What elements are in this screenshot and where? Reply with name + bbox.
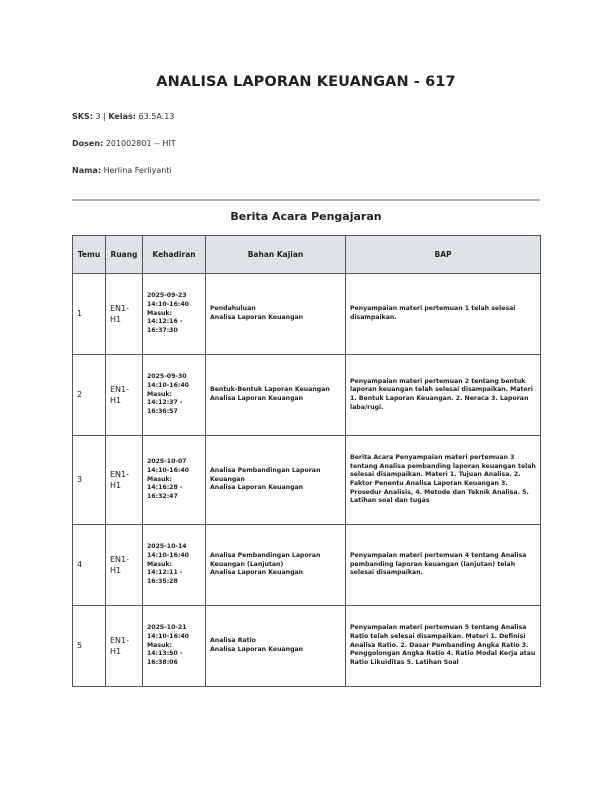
cell-temu: 3 [73, 436, 106, 525]
kehadiran-time: 14:10-16:40 [147, 466, 189, 474]
kehadiran-date: 2025-09-23 [147, 292, 187, 300]
kehadiran-label: Masuk: [147, 641, 173, 649]
sks-value: 3 [95, 112, 101, 121]
kehadiran-in: 14:12:11 - [147, 569, 183, 577]
cell-bap: Penyampaian materi pertemuan 4 tentang Analisa pembanding laporan keuangan (lanjutan) telah selesai disampaikan. [346, 525, 541, 606]
sks-label: SKS: [72, 112, 93, 121]
cell-ruang: EN1-H1 [106, 355, 143, 436]
cell-temu: 2 [73, 355, 106, 436]
bahan-line: Keuangan [210, 475, 245, 483]
kehadiran-out: 16:35:28 [147, 578, 178, 585]
table-row [73, 355, 541, 436]
kehadiran-time: 14:10-16:40 [147, 632, 189, 640]
section-title: Berita Acara Pengajaran [230, 210, 382, 223]
kehadiran-out: 16:37:30 [147, 327, 178, 334]
kehadiran-out: 16:32:47 [147, 493, 178, 500]
table-row [73, 525, 541, 606]
cell-temu: 4 [73, 525, 106, 606]
cell-kehadiran [143, 525, 206, 606]
table-row [73, 606, 541, 687]
bahan-line: Analisa Ratio [210, 637, 256, 645]
kehadiran-date: 2025-10-14 [147, 543, 187, 551]
bahan-line: Keuangan (Lanjutan) [210, 560, 284, 568]
bahan-line: Analisa Laporan Keuangan [210, 484, 304, 492]
bahan-line: Bentuk-Bentuk Laporan Keuangan [210, 386, 330, 394]
bap-table [72, 235, 541, 687]
cell-bahan-kajian [206, 355, 346, 436]
header-bahan-kajian: Bahan Kajian [206, 236, 346, 274]
cell-temu: 1 [73, 274, 106, 355]
bahan-line: Analisa Pembandingan Laporan [210, 551, 321, 559]
bahan-line: Analisa Laporan Keuangan [210, 314, 304, 321]
kehadiran-label: Masuk: [147, 309, 173, 317]
divider [72, 199, 540, 201]
kehadiran-date: 2025-10-07 [147, 458, 187, 466]
kehadiran-out: 16:38:06 [147, 659, 178, 666]
header-bap: BAP [346, 236, 541, 274]
kehadiran-time: 14:10-16:40 [147, 381, 189, 389]
cell-bahan-kajian [206, 525, 346, 606]
cell-bahan-kajian [206, 274, 346, 355]
kehadiran-time: 14:10-16:40 [147, 551, 189, 559]
cell-kehadiran [143, 606, 206, 687]
bahan-line: Analisa Pembandingan Laporan [210, 466, 321, 474]
kehadiran-label: Masuk: [147, 560, 173, 568]
cell-ruang: EN1-H1 [106, 606, 143, 687]
table-row [73, 436, 541, 525]
bahan-line: Analisa Laporan Keuangan [210, 569, 304, 577]
cell-bahan-kajian [206, 606, 346, 687]
kelas-value: 63.5A.13 [138, 112, 175, 121]
cell-ruang: EN1-H1 [106, 436, 143, 525]
cell-kehadiran [143, 436, 206, 525]
kelas-label: Kelas: [108, 112, 136, 121]
kehadiran-in: 14:12:16 - [147, 318, 183, 326]
header-kehadiran: Kehadiran [143, 236, 206, 274]
table-header-row [73, 236, 541, 274]
kehadiran-date: 2025-09-30 [147, 373, 187, 381]
dosen-label: Dosen: [72, 139, 104, 148]
header-ruang: Ruang [106, 236, 143, 274]
cell-ruang: EN1-H1 [106, 525, 143, 606]
cell-bap: Penyampaian materi pertemuan 5 tentang Analisa Ratio telah selesai disampaikan. Materi 1. Definisi Analisa Ratio. 2. Dasar Pembanding Angka Ratio 3. Penggolongan Angka Ratio 4. Ratio Modal Kerja atau Ratio Likuiditas 5. Latihan Soal [346, 606, 541, 687]
cell-kehadiran [143, 274, 206, 355]
cell-kehadiran [143, 355, 206, 436]
sks-kelas-line [72, 112, 174, 121]
nama-line [72, 166, 172, 175]
cell-bap: Penyampaian materi pertemuan 1 telah selesai disampaikan. [346, 274, 541, 355]
kehadiran-date: 2025-10-21 [147, 624, 187, 632]
dosen-value: 201002801 -- HIT [105, 139, 176, 148]
kehadiran-label: Masuk: [147, 475, 173, 483]
dosen-line [72, 139, 176, 148]
document-title: ANALISA LAPORAN KEUANGAN - 617 [156, 74, 456, 90]
cell-bahan-kajian [206, 436, 346, 525]
kehadiran-label: Masuk: [147, 390, 173, 398]
nama-label: Nama: [72, 166, 102, 175]
cell-temu: 5 [73, 606, 106, 687]
kehadiran-in: 14:12:37 - [147, 399, 183, 407]
bahan-line: Analisa Laporan Keuangan [210, 395, 304, 402]
kehadiran-in: 14:13:50 - [147, 650, 183, 658]
bahan-line: Pendahuluan [210, 305, 256, 313]
kehadiran-out: 16:36:57 [147, 408, 178, 415]
cell-bap: Penyampaian materi pertemuan 2 tentang bentuk laporan keuangan telah selesai disampaikan. Materi 1. Bentuk Laporan Keuangan. 2. Neraca 3. Laporan laba/rugi. [346, 355, 541, 436]
nama-value: Herlina Ferliyanti [103, 166, 172, 175]
kehadiran-in: 14:16:28 - [147, 484, 183, 492]
cell-bap: Berita Acara Penyampaian materi pertemuan 3 tentang Analisa pembanding laporan keuangan telah selesai disampaikan. Materi 1. Tujuan Analisa. 2. Faktor Penentu Analisa Laporan Keuangan 3. Prosedur Analisis, 4. Metode dan Teknik Analisa. 5. Latihan soal dan tugas [346, 436, 541, 525]
bahan-line: Analisa Laporan Keuangan [210, 646, 304, 653]
cell-ruang: EN1-H1 [106, 274, 143, 355]
kehadiran-time: 14:10-16:40 [147, 300, 189, 308]
table-row [73, 274, 541, 355]
header-temu: Temu [73, 236, 106, 274]
meta-separator: | [103, 112, 106, 121]
